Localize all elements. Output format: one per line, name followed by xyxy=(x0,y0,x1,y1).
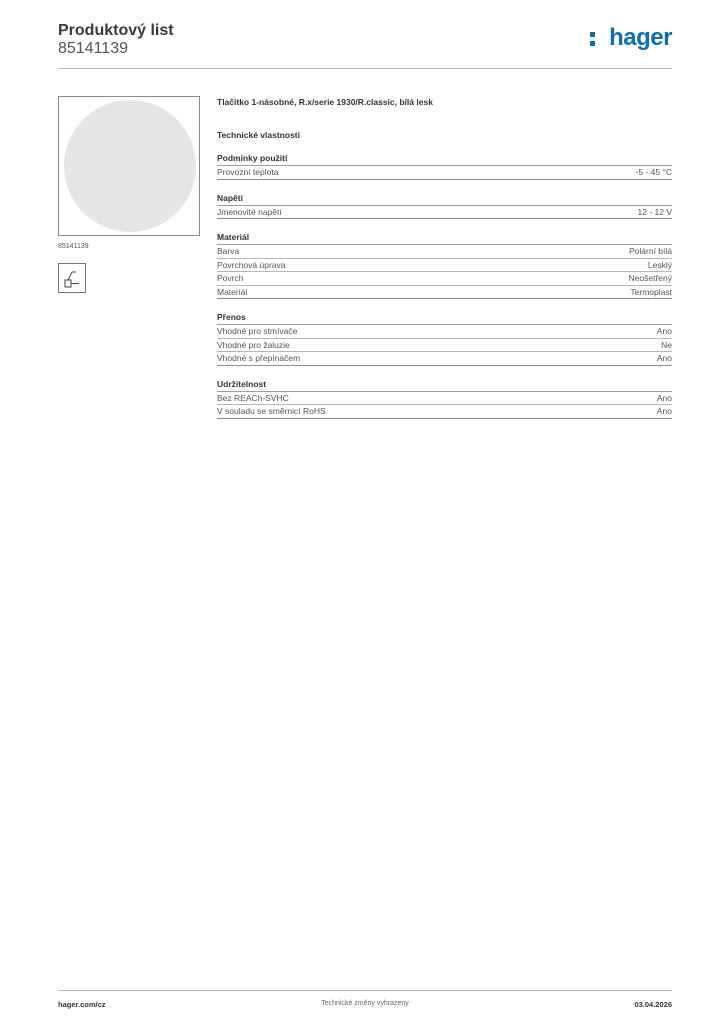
property-row xyxy=(217,339,672,353)
property-row xyxy=(217,259,672,273)
switch-symbol-icon xyxy=(58,263,86,293)
property-group xyxy=(217,152,672,180)
property-label: Provozní teplota xyxy=(217,167,279,177)
property-value: -5 - 45 °C xyxy=(635,167,672,177)
property-row xyxy=(217,392,672,406)
product-image xyxy=(64,100,196,232)
property-label: Vhodné pro žaluzie xyxy=(217,339,290,350)
property-label: Povrch xyxy=(217,273,244,283)
property-value: Polární bílá xyxy=(629,246,672,256)
property-value: Ano xyxy=(656,406,672,416)
property-row xyxy=(217,272,672,286)
property-group xyxy=(217,231,672,299)
footer-disclaimer: Technické změny vyhrazeny xyxy=(321,1000,409,1007)
property-group xyxy=(217,378,672,419)
page-header xyxy=(58,22,672,69)
property-label: V souladu se směrnicí RoHS xyxy=(217,406,326,416)
property-row xyxy=(217,352,672,366)
property-value: 12 - 12 V xyxy=(637,206,672,217)
property-label: Bez REACh-SVHC xyxy=(217,392,289,403)
property-row xyxy=(217,286,672,300)
property-value: Ano xyxy=(656,353,672,363)
logo-text: hager xyxy=(609,24,672,51)
property-group xyxy=(217,311,672,366)
product-image-frame xyxy=(58,96,200,236)
property-value: Termoplast xyxy=(630,286,672,297)
property-row xyxy=(217,245,672,259)
property-row xyxy=(217,206,672,220)
group-title: Podmínky použití xyxy=(217,152,672,166)
property-label: Jmenovité napětí xyxy=(217,206,282,217)
page-footer xyxy=(58,990,672,1015)
technical-properties-heading: Technické vlastnosti xyxy=(217,130,300,140)
property-label: Povrchová úprava xyxy=(217,259,286,270)
property-value: Ano xyxy=(656,326,672,336)
property-label: Vhodné pro stmívače xyxy=(217,326,298,336)
document-title: Produktový list xyxy=(58,22,174,39)
property-value: Neošetřený xyxy=(628,273,672,283)
hager-logo-icon xyxy=(590,32,596,48)
product-image-caption: 85141139 xyxy=(58,243,89,250)
property-groups xyxy=(217,152,672,419)
property-value: Lesklý xyxy=(647,259,672,270)
property-row xyxy=(217,166,672,180)
group-title: Materiál xyxy=(217,231,672,245)
property-label: Vhodné s přepínačem xyxy=(217,353,301,363)
group-title: Udržitelnost xyxy=(217,378,672,392)
footer-date: 03.04.2026 xyxy=(634,1000,672,1009)
footer-website-link[interactable]: hager.com/cz xyxy=(58,1000,106,1009)
group-title: Napětí xyxy=(217,192,672,206)
product-title: Tlačítko 1-násobné, R.x/serie 1930/R.classic, bílá lesk xyxy=(217,97,433,107)
property-value: Ne xyxy=(661,339,672,350)
property-row xyxy=(217,325,672,339)
property-label: Materiál xyxy=(217,286,248,297)
property-value: Ano xyxy=(656,392,672,403)
product-details xyxy=(217,96,672,419)
group-title: Přenos xyxy=(217,311,672,325)
document-number: 85141139 xyxy=(58,40,128,57)
property-row xyxy=(217,405,672,419)
property-label: Barva xyxy=(217,246,240,256)
property-group xyxy=(217,192,672,220)
